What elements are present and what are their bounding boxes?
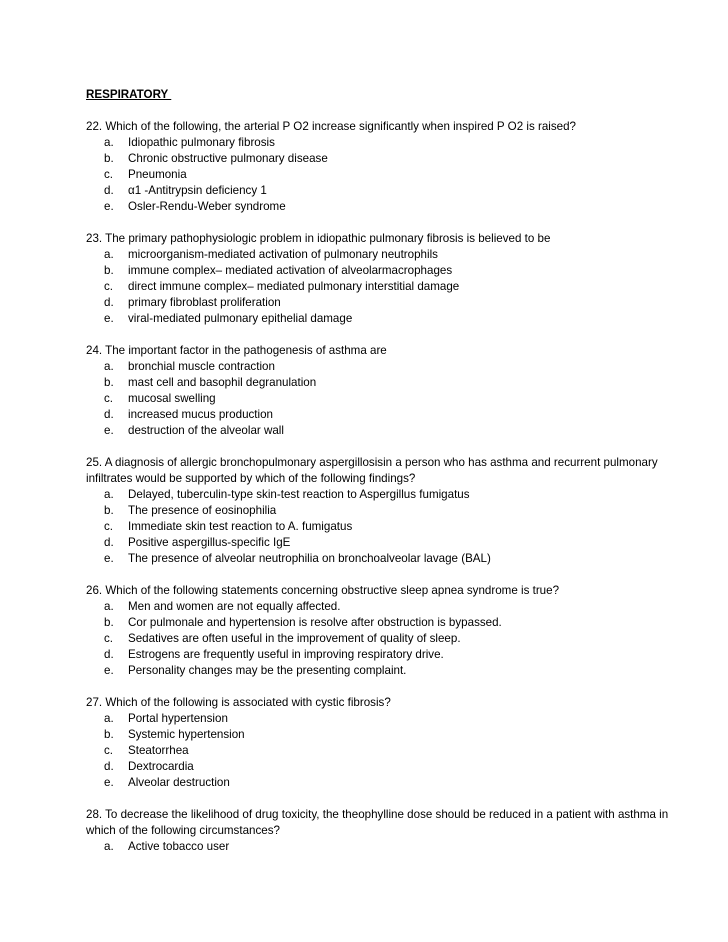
answer-option <box>86 503 686 519</box>
question-block <box>86 231 686 327</box>
answer-option <box>86 535 686 551</box>
option-letter: b. <box>104 616 114 629</box>
answer-option <box>86 647 686 663</box>
option-letter: d. <box>104 408 114 421</box>
answer-option <box>86 295 686 311</box>
option-letter: e. <box>104 424 114 437</box>
option-text: increased mucus production <box>128 408 274 421</box>
answer-option <box>86 263 686 279</box>
option-letter: d. <box>104 536 114 549</box>
option-letter: d. <box>104 760 114 773</box>
option-text: primary fibroblast proliferation <box>128 296 281 309</box>
option-text: α1 -Antitrypsin deficiency 1 <box>128 184 267 197</box>
option-letter: d. <box>104 184 114 197</box>
option-text: Men and women are not equally affected. <box>128 600 341 613</box>
question-stem: 23. The primary pathophysiologic problem in idiopathic pulmonary fibrosis is believed to be <box>86 232 551 245</box>
question-stem: 28. To decrease the likelihood of drug toxicity, the theophylline dose should be reduced in a patient with asthma in which of the following circumstances? <box>86 808 669 837</box>
option-letter: c. <box>104 392 114 405</box>
option-letter: c. <box>104 280 114 293</box>
answer-option <box>86 839 686 855</box>
option-letter: a. <box>104 840 114 853</box>
answer-options <box>86 359 686 439</box>
option-text: Personality changes may be the presenting complaint. <box>128 664 407 677</box>
option-text: microorganism-mediated activation of pulmonary neutrophils <box>128 248 438 261</box>
option-text: destruction of the alveolar wall <box>128 424 284 437</box>
answer-option <box>86 551 686 567</box>
answer-option <box>86 391 686 407</box>
option-text: The presence of alveolar neutrophilia on bronchoalveolar lavage (BAL) <box>128 552 491 565</box>
option-letter: b. <box>104 264 114 277</box>
answer-option <box>86 423 686 439</box>
answer-option <box>86 135 686 151</box>
option-text: Dextrocardia <box>128 760 194 773</box>
option-text: Systemic hypertension <box>128 728 245 741</box>
option-letter: b. <box>104 504 114 517</box>
answer-option <box>86 775 686 791</box>
answer-option <box>86 743 686 759</box>
answer-option <box>86 759 686 775</box>
question-stem: 27. Which of the following is associated with cystic fibrosis? <box>86 696 391 709</box>
option-text: viral-mediated pulmonary epithelial damage <box>128 312 353 325</box>
option-letter: a. <box>104 136 114 149</box>
option-text: Steatorrhea <box>128 744 189 757</box>
option-letter: c. <box>104 168 114 181</box>
answer-options <box>86 839 686 855</box>
answer-options <box>86 247 686 327</box>
option-text: Active tobacco user <box>128 840 230 853</box>
answer-option <box>86 599 686 615</box>
option-text: The presence of eosinophilia <box>128 504 277 517</box>
option-text: Pneumonia <box>128 168 187 181</box>
answer-option <box>86 519 686 535</box>
answer-options <box>86 711 686 791</box>
document-page <box>86 87 686 871</box>
answer-option <box>86 487 686 503</box>
section-title: RESPIRATORY <box>86 88 172 101</box>
answer-options <box>86 599 686 679</box>
option-text: Sedatives are often useful in the improvement of quality of sleep. <box>128 632 461 645</box>
option-letter: c. <box>104 744 114 757</box>
question-block <box>86 119 686 215</box>
option-letter: e. <box>104 776 114 789</box>
option-letter: b. <box>104 376 114 389</box>
option-letter: d. <box>104 296 114 309</box>
option-letter: a. <box>104 360 114 373</box>
option-text: Alveolar destruction <box>128 776 230 789</box>
question-list <box>86 119 686 855</box>
answer-option <box>86 663 686 679</box>
option-text: Positive aspergillus-specific IgE <box>128 536 291 549</box>
option-text: Osler-Rendu-Weber syndrome <box>128 200 286 213</box>
option-letter: a. <box>104 712 114 725</box>
question-block <box>86 695 686 791</box>
answer-options <box>86 487 686 567</box>
option-text: mast cell and basophil degranulation <box>128 376 317 389</box>
option-text: Chronic obstructive pulmonary disease <box>128 152 328 165</box>
option-text: mucosal swelling <box>128 392 216 405</box>
option-letter: e. <box>104 664 114 677</box>
option-letter: c. <box>104 520 114 533</box>
answer-option <box>86 199 686 215</box>
answer-option <box>86 247 686 263</box>
question-stem: 26. Which of the following statements concerning obstructive sleep apnea syndrome is true? <box>86 584 560 597</box>
answer-option <box>86 631 686 647</box>
answer-option <box>86 727 686 743</box>
option-text: Idiopathic pulmonary fibrosis <box>128 136 275 149</box>
answer-option <box>86 183 686 199</box>
option-letter: b. <box>104 152 114 165</box>
option-letter: e. <box>104 312 114 325</box>
option-letter: b. <box>104 728 114 741</box>
answer-option <box>86 279 686 295</box>
option-text: direct immune complex– mediated pulmonary interstitial damage <box>128 280 460 293</box>
question-stem: 24. The important factor in the pathogenesis of asthma are <box>86 344 387 357</box>
answer-option <box>86 359 686 375</box>
answer-options <box>86 135 686 215</box>
option-text: bronchial muscle contraction <box>128 360 275 373</box>
answer-option <box>86 375 686 391</box>
question-stem: 22. Which of the following, the arterial P O2 increase significantly when inspired P O2 is raised? <box>86 120 576 133</box>
option-letter: e. <box>104 552 114 565</box>
question-block <box>86 455 686 567</box>
option-text: Portal hypertension <box>128 712 228 725</box>
option-text: immune complex– mediated activation of alveolarmacrophages <box>128 264 453 277</box>
answer-option <box>86 615 686 631</box>
answer-option <box>86 167 686 183</box>
answer-option <box>86 711 686 727</box>
answer-option <box>86 151 686 167</box>
option-text: Cor pulmonale and hypertension is resolve after obstruction is bypassed. <box>128 616 502 629</box>
option-letter: c. <box>104 632 114 645</box>
question-block <box>86 343 686 439</box>
option-letter: d. <box>104 648 114 661</box>
answer-option <box>86 407 686 423</box>
answer-option <box>86 311 686 327</box>
option-letter: a. <box>104 248 114 261</box>
option-text: Immediate skin test reaction to A. fumigatus <box>128 520 353 533</box>
option-letter: e. <box>104 200 114 213</box>
question-stem: 25. A diagnosis of allergic bronchopulmonary aspergillosisin a person who has asthma and recurrent pulmonary infiltrates would be supported by which of the following findings? <box>86 456 658 485</box>
option-text: Estrogens are frequently useful in improving respiratory drive. <box>128 648 444 661</box>
question-block <box>86 583 686 679</box>
question-block <box>86 807 686 855</box>
option-letter: a. <box>104 488 114 501</box>
option-text: Delayed, tuberculin-type skin-test reaction to Aspergillus fumigatus <box>128 488 470 501</box>
option-letter: a. <box>104 600 114 613</box>
